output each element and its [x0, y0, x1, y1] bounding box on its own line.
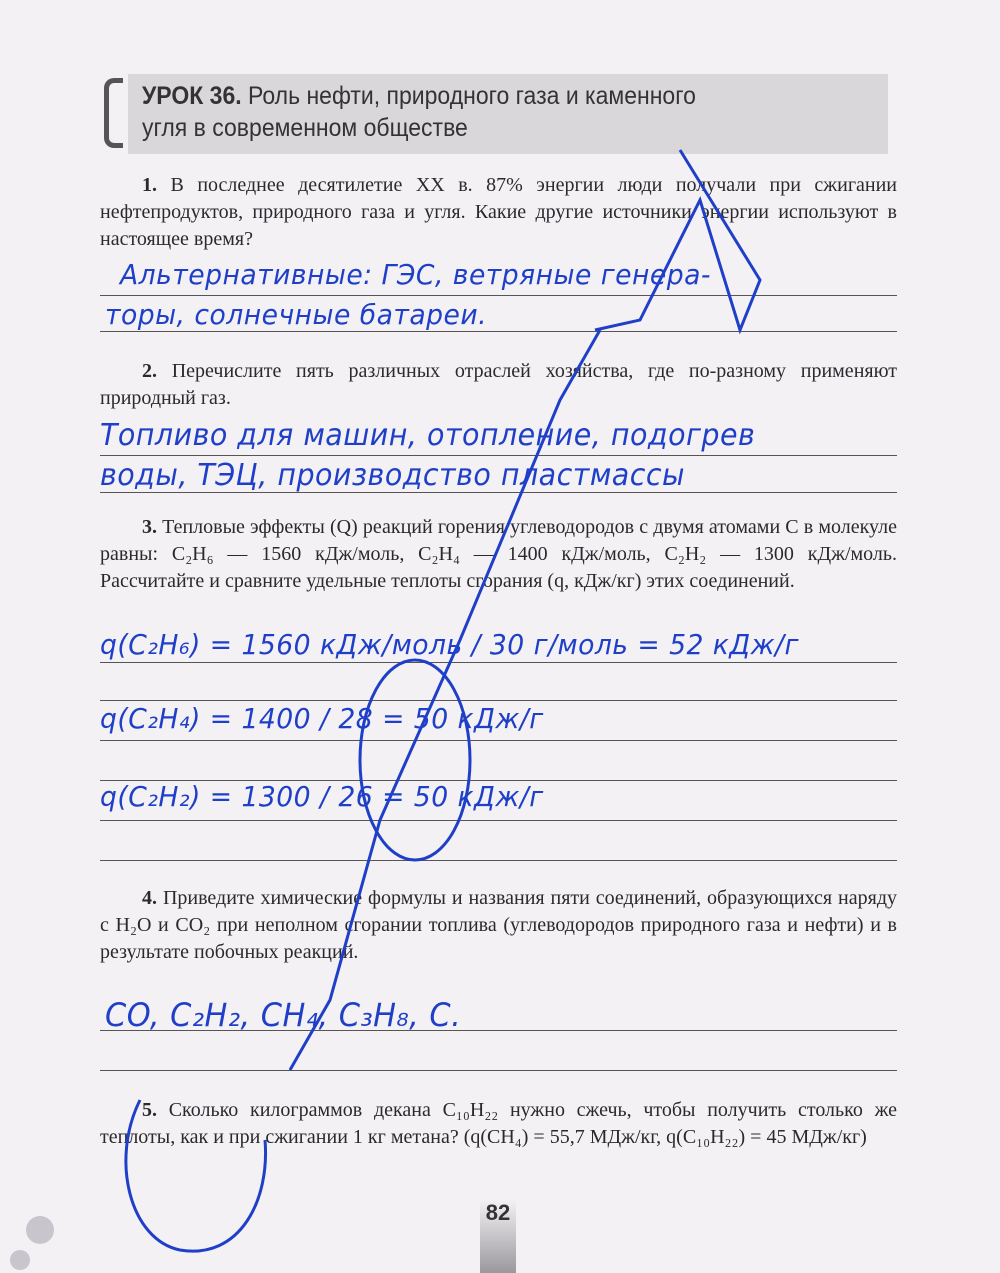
question-1: 1. В последнее десятилетие XX в. 87% энергии люди получали при сжигании нефтепродуктов, природного газа и угля. Какие другие источники энергии используют в настоящее время?: [100, 174, 898, 250]
handwritten-answer-3-line1: q(C₂H₆) = 1560 кДж/моль / 30 г/моль = 52 кДж/г: [100, 628, 799, 661]
handwritten-answer-2-line2: воды, ТЭЦ, производство пластмассы: [100, 458, 686, 493]
handwritten-answer-1-line2: торы, солнечные батареи.: [105, 298, 488, 331]
question-2: 2. Перечислите пять различных отраслей хозяйства, где по-разному применяют природный газ.: [100, 360, 898, 409]
molecule-decoration-icon: [26, 1216, 54, 1244]
handwritten-answer-3-line3: q(C₂H₂) = 1300 / 26 = 50 кДж/г: [100, 780, 544, 813]
question-5: 5. Сколько килограммов декана C₁₀H₂₂ нужно сжечь, чтобы получить столько же теплоты, как и при сжигании 1 кг метана? (q(CH₄) = 55,7 МДж/кг, q(C₁₀H₂₂) = 45 МДж/кг): [100, 1099, 897, 1148]
circle-stroke: [360, 660, 470, 860]
handwritten-answer-1-line1: Альтернативные: ГЭС, ветряные генера-: [120, 258, 711, 291]
page-number: 82: [480, 1200, 516, 1273]
circle-stroke: [126, 1100, 266, 1251]
handwritten-answer-3-line2: q(C₂H₄) = 1400 / 28 = 50 кДж/г: [100, 702, 544, 735]
molecule-decoration-icon: [10, 1250, 30, 1270]
lesson-title-line2: угля в современном обществе: [142, 114, 468, 142]
handwritten-answer-2-line1: Топливо для машин, отопление, подогрев: [100, 418, 756, 453]
question-4: 4. Приведите химические формулы и названия пяти соединений, образующихся наряду с H₂O и CO₂ при неполном сгорании топлива (углеводородов природного газа и нефти) и в результате побочных реакций.: [100, 887, 897, 963]
question-3: 3. Тепловые эффекты (Q) реакций горения углеводородов с двумя атомами С в молекуле равны: C₂H₆ — 1560 кДж/моль, C₂H₄ — 1400 кДж/моль, C₂H₂ — 1300 кДж/моль. Рассчитайте и сравните удельные теплоты сгорания (q, кДж/кг) этих соединений.: [100, 516, 897, 592]
pen-stroke: [290, 330, 600, 1070]
check-mark-stroke: [595, 150, 760, 330]
lesson-title-line1: Роль нефти, природного газа и каменного: [248, 82, 696, 110]
handwritten-answer-4: CO, C₂H₂, CH₄, C₃H₈, C.: [105, 996, 462, 1034]
lesson-number: УРОК 36.: [142, 82, 242, 110]
